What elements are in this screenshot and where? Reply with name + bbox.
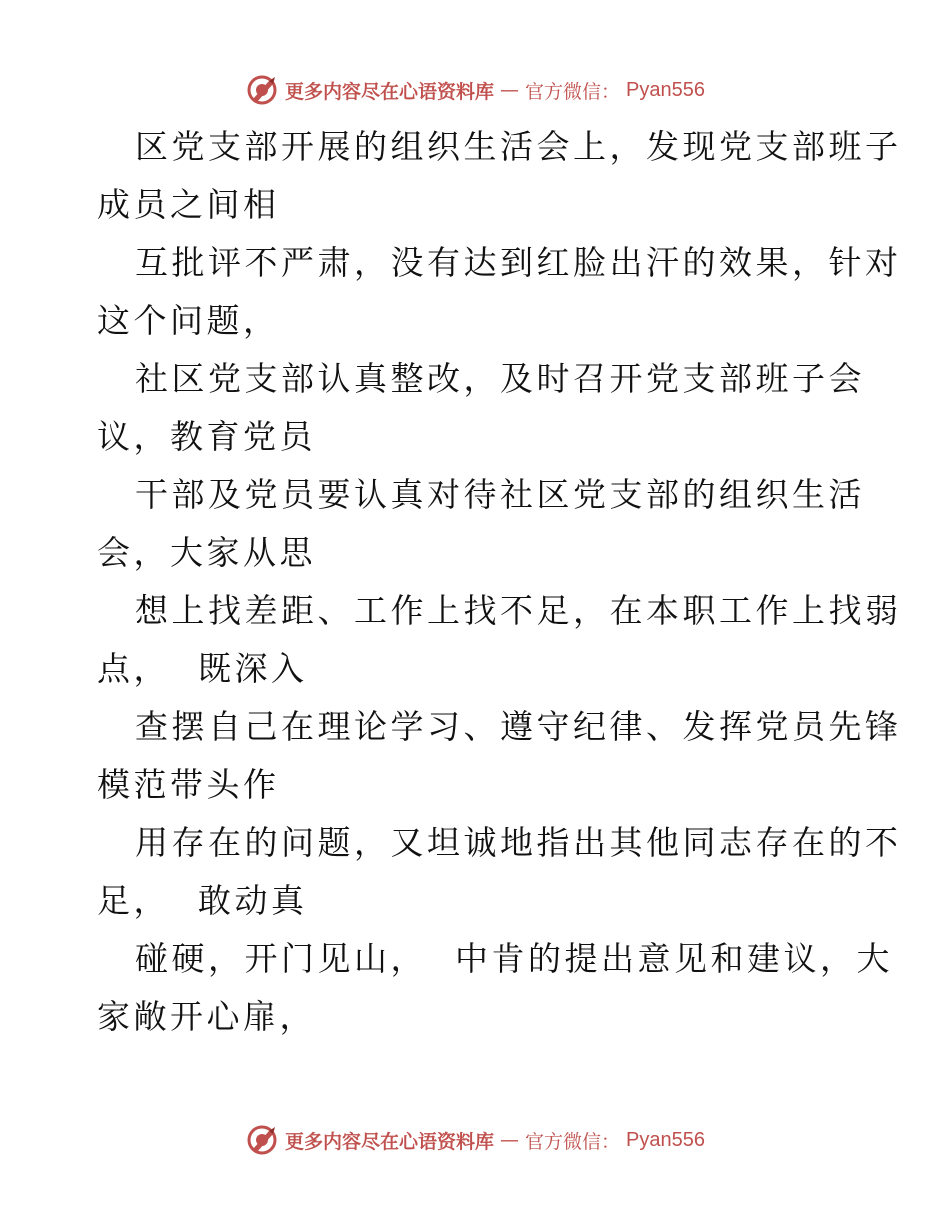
text-line: 足， 敢动真 — [97, 881, 308, 920]
text-line: 用存在的问题，又坦诚地指出其他同志存在的不 — [135, 823, 902, 862]
pen-logo-icon — [245, 1123, 279, 1157]
text-line: 点， 既深入 — [97, 649, 308, 688]
footer-watermark — [0, 1120, 950, 1160]
watermark-label: 官方微信： — [525, 80, 621, 103]
pen-logo-icon — [245, 73, 279, 107]
text-line: 会，大家从思 — [97, 533, 316, 572]
text-line: 成员之间相 — [97, 185, 280, 224]
text-line: 社区党支部认真整改，及时召开党支部班子会 — [135, 359, 865, 398]
text-line: 干部及党员要认真对待社区党支部的组织生活 — [135, 475, 865, 514]
text-line: 模范带头作 — [97, 765, 280, 804]
text-line: 家敞开心扉， — [97, 997, 316, 1036]
text-line: 这个问题， — [97, 301, 280, 340]
watermark-title: 更多内容尽在心语资料库 — [285, 1130, 495, 1153]
watermark-dash: — — [500, 1129, 520, 1151]
text-line: 碰硬，开门见山， 中肯的提出意见和建议，大 — [135, 939, 893, 978]
text-line: 查摆自己在理论学习、遵守纪律、发挥党员先锋 — [135, 707, 902, 746]
text-line: 议，教育党员 — [97, 417, 316, 456]
text-line: 想上找差距、工作上找不足，在本职工作上找弱 — [135, 591, 902, 630]
watermark-label: 官方微信： — [525, 1130, 621, 1153]
watermark-title: 更多内容尽在心语资料库 — [285, 80, 495, 103]
watermark-dash: — — [500, 79, 520, 101]
text-line: 区党支部开展的组织生活会上，发现党支部班子 — [135, 127, 902, 166]
header-watermark — [0, 70, 950, 110]
watermark-wechat-id: Pyan556 — [626, 78, 705, 101]
document-body — [97, 118, 902, 1046]
text-line: 互批评不严肃，没有达到红脸出汗的效果，针对 — [135, 243, 902, 282]
watermark-wechat-id: Pyan556 — [626, 1128, 705, 1151]
